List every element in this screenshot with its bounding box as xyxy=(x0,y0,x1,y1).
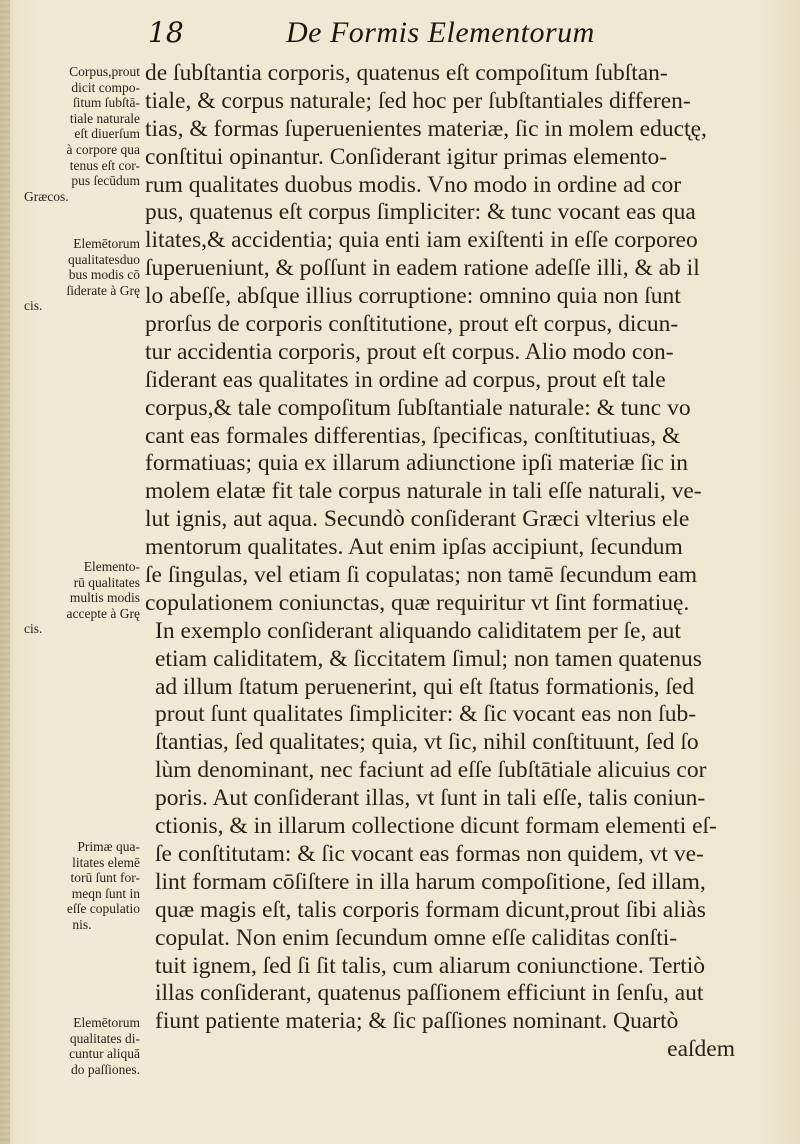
note-line: nis. xyxy=(72,916,92,932)
note-line: accepte à Grę xyxy=(66,605,140,621)
text-line: illas conſiderant, quatenus paſſionem efficiunt in ſenſu, aut xyxy=(155,980,704,1007)
text-line: cant eas formales differentias, ſpecificas, conſtitutiuas, & xyxy=(145,422,681,449)
text-line: lut ignis, aut aqua. Secundò conſiderant Græci vlterius ele xyxy=(145,506,690,533)
margin-note xyxy=(24,64,140,204)
note-line: tiale naturale xyxy=(69,110,140,126)
note-line: cuntur aliquā xyxy=(69,1046,140,1062)
text-line: ſe ſingulas, vel etiam ſi copulatas; non tamē ſecundum eam xyxy=(145,562,698,589)
text-line: tiale, & corpus naturale; ſed hoc per ſubſtantiales differen- xyxy=(145,87,691,114)
note-line: Primæ qua- xyxy=(77,839,140,854)
text-line: tuit ignem, ſed ſi ſit talis, cum aliarum coniunctione. Tertiò xyxy=(155,952,706,979)
text-line: ad illum ſtatum peruenerint, qui eſt ſtatus formationis, ſed xyxy=(155,673,695,700)
text-line: ſe conſtitutam: & ſic vocant eas formas non quidem, vt ve- xyxy=(155,840,704,867)
note-line: ſitum ſubſtā- xyxy=(72,95,140,111)
note-line: à corpore qua xyxy=(66,141,140,157)
text-line: tur accidentia corporis, prout eſt corpus. Alio modo con- xyxy=(145,338,674,365)
text-line: lo abeſſe, abſque illius corruptione: omnino quia non ſunt xyxy=(145,283,681,310)
page-number: 18 xyxy=(148,16,184,49)
text-line: ſtantias, ſed qualitates; quia, vt ſic, nihil conſtituunt, ſed ſo xyxy=(155,729,699,756)
note-line: litates elemē xyxy=(72,854,140,870)
note-line: multis modis xyxy=(69,590,140,606)
note-line: ſiderate à Grę xyxy=(66,282,140,298)
text-line: In exemplo conſiderant aliquando caliditatem per ſe, aut xyxy=(155,617,681,644)
note-line: dicit compo- xyxy=(71,79,140,95)
text-line: mentorum qualitates. Aut enim ipſas accipiunt, ſecundum xyxy=(145,534,683,561)
text-line: lùm denominant, nec faciunt ad eſſe ſubſtātiale alicuius cor xyxy=(155,757,707,784)
text-line: conſtitui opinantur. Conſiderant igitur primas elemento- xyxy=(145,143,668,170)
text-line: rum qualitates duobus modis. Vno modo in ordine ad cor xyxy=(145,171,682,198)
text-line: prout ſunt qualitates ſimpliciter: & ſic vocant eas non ſub- xyxy=(155,701,697,728)
text-line: fiunt patiente materia; & ſic paſſiones nominant. Quartò xyxy=(155,1008,679,1035)
margin-note xyxy=(24,839,140,933)
text-line: de ſubſtantia corporis, quatenus eſt compoſitum ſubſtan- xyxy=(145,60,668,86)
text-line: formatiuas; quia ex illarum adiunctione ipſi materiæ ſic in xyxy=(145,450,688,477)
note-line: pus ſecūdum xyxy=(71,173,140,189)
text-line: molem elatæ fit tale corpus naturale in tali eſſe naturali, ve- xyxy=(145,478,702,505)
note-line: bus modis cō xyxy=(68,267,140,283)
note-line: rū qualitates xyxy=(73,574,140,590)
page-header xyxy=(148,12,748,56)
running-title: De Formis Elementorum xyxy=(286,16,595,49)
margin-note xyxy=(24,236,140,314)
page-gutter-edge xyxy=(0,0,10,1144)
text-line: prorſus de corporis conſtitutione, prout eſt corpus, dicun- xyxy=(145,311,679,338)
note-line: eſſe copulatio xyxy=(66,901,140,917)
text-line: etiam caliditatem, & ſiccitatem ſimul; non tamen quatenus xyxy=(155,645,702,672)
note-line: do paſſiones. xyxy=(71,1061,140,1077)
note-line: torū ſunt for- xyxy=(70,870,140,886)
note-line: tenus eſt cor- xyxy=(69,157,140,173)
note-line: Elemento- xyxy=(83,559,140,574)
note-line: Græcos. xyxy=(24,188,69,204)
margin-note xyxy=(24,559,140,637)
text-line: poris. Aut conſiderant illas, vt ſunt in tali eſſe, talis coniun- xyxy=(155,785,706,812)
text-line: ſuperueniunt, & poſſunt in eadem ratione adeſſe illi, & ab il xyxy=(145,255,700,282)
text-line: copulat. Non enim ſecundum omne eſſe caliditas conſti- xyxy=(155,924,678,951)
text-line: corpus,& tale compoſitum ſubſtantiale naturale: & tunc vo xyxy=(145,394,691,421)
text-line: litates,& accidentia; quia enti iam exiſtenti in eſſe corporeo xyxy=(145,227,698,254)
text-line: lint formam cōſiſtere in illa harum compoſitione, ſed illam, xyxy=(155,868,706,895)
margin-note xyxy=(24,1015,140,1077)
text-line: copulationem coniunctas, quæ requiritur vt ſint formatiuę. xyxy=(145,589,690,616)
note-line: meqn ſunt in xyxy=(71,885,140,901)
note-line: cis. xyxy=(24,298,43,314)
note-line: Elemētorum xyxy=(73,1015,140,1030)
note-line: cis. xyxy=(24,621,43,637)
catchword: eaſdem xyxy=(667,1036,735,1063)
main-text-column xyxy=(145,60,770,1064)
text-line: pus, quatenus eſt corpus ſimpliciter: & tunc vocant eas qua xyxy=(145,199,696,226)
note-line: Corpus,prout xyxy=(69,64,140,79)
note-line: Elemētorum xyxy=(73,236,140,251)
text-line: quæ magis eſt, talis corporis formam dicunt,prout ſibi aliàs xyxy=(155,896,706,923)
note-line: qualitatesduo xyxy=(68,251,140,267)
text-line: tias, & formas ſuperuenientes materiæ, ſic in molem educt̨ę, xyxy=(145,115,707,142)
note-line: eſt diuerſum xyxy=(74,126,140,142)
text-line: ſiderant eas qualitates in ordine ad corpus, prout eſt tale xyxy=(145,366,666,393)
text-line: ctionis, & in illarum collectione dicunt formam elementi eſ- xyxy=(155,813,717,840)
note-line: qualitates di- xyxy=(69,1030,140,1046)
